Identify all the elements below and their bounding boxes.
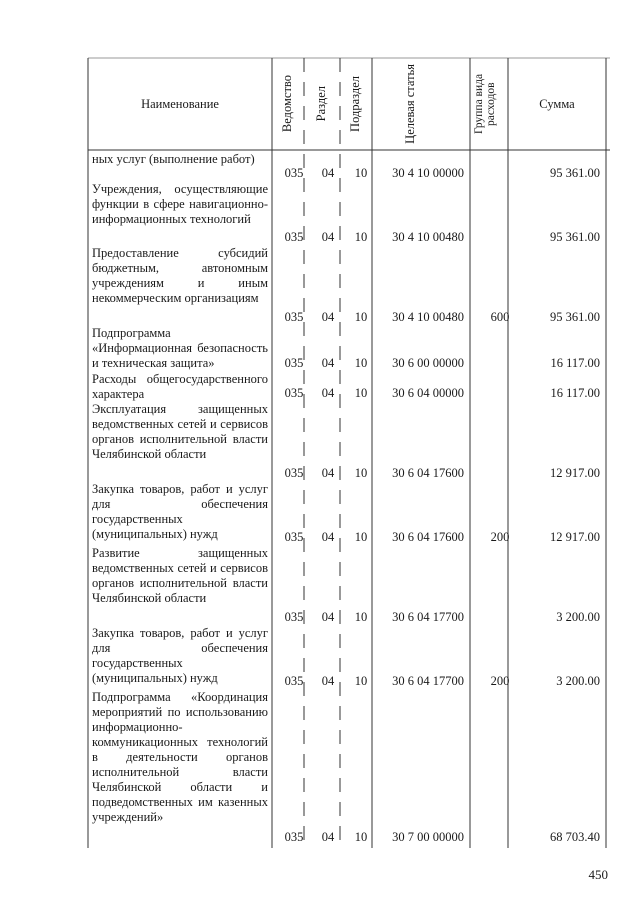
row-pod: 10 (354, 310, 368, 324)
header-gruppa-text: Группа вида расходов (473, 73, 498, 135)
table-row (88, 482, 608, 546)
row-pod: 10 (354, 356, 368, 370)
header-podrazdel (340, 60, 372, 148)
row-ved: 035 (284, 310, 304, 324)
row-sum: 16 117.00 (550, 386, 600, 400)
table-row (88, 326, 608, 372)
header-vedomstvo-text: Ведомство (280, 75, 295, 133)
row-grp: 600 (490, 310, 510, 324)
row-pod: 10 (354, 830, 368, 844)
table-row (88, 546, 608, 626)
row-raz: 04 (321, 830, 335, 844)
row-ved: 035 (284, 386, 304, 400)
header-summa-text: Сумма (539, 96, 575, 111)
row-name: Эксплуатация защищенных ведомственных сетей и сервисов органов исполнительной власти Челябинской области (92, 402, 268, 461)
row-pod: 10 (354, 610, 368, 624)
header-celevaya-text: Целевая статья (403, 64, 417, 144)
row-raz: 04 (321, 530, 335, 544)
row-ved: 035 (284, 830, 304, 844)
table-row (88, 182, 608, 246)
row-pod: 10 (354, 386, 368, 400)
row-cel: 30 6 04 00000 (392, 386, 464, 400)
row-cel: 30 6 04 17600 (392, 466, 464, 480)
row-cel: 30 6 04 17600 (392, 530, 464, 544)
table-row (88, 246, 608, 326)
row-ved: 035 (284, 674, 304, 688)
row-ved: 035 (284, 356, 304, 370)
row-sum: 16 117.00 (550, 356, 600, 370)
row-pod: 10 (354, 530, 368, 544)
row-name: Развитие защищенных ведомственных сетей и сервисов органов исполнительной власти Челябинской области (92, 546, 268, 605)
row-name: Закупка товаров, работ и услуг для обеспечения государственных (муниципальных) нужд (92, 482, 268, 541)
row-sum: 12 917.00 (550, 530, 600, 544)
row-cel: 30 4 10 00480 (392, 230, 464, 244)
row-name: Расходы общегосударственного характера (92, 372, 268, 401)
table-row (88, 152, 608, 182)
row-pod: 10 (354, 466, 368, 480)
header-celevaya (372, 60, 470, 148)
header-vedomstvo (272, 60, 304, 148)
page-number: 450 (588, 867, 608, 882)
row-cel: 30 6 00 00000 (392, 356, 464, 370)
row-name: Подпрограмма «Информационная безопасность и техническая защита» (92, 326, 268, 370)
row-sum: 3 200.00 (556, 674, 600, 688)
row-cel: 30 4 10 00480 (392, 310, 464, 324)
row-sum: 95 361.00 (550, 310, 600, 324)
row-ved: 035 (284, 166, 304, 180)
row-pod: 10 (354, 230, 368, 244)
row-ved: 035 (284, 610, 304, 624)
row-raz: 04 (321, 166, 335, 180)
header-gruppa (470, 60, 508, 148)
row-sum: 95 361.00 (550, 230, 600, 244)
row-raz: 04 (321, 230, 335, 244)
row-raz: 04 (321, 674, 335, 688)
row-name: ных услуг (выполнение работ) (92, 152, 255, 166)
row-ved: 035 (284, 466, 304, 480)
row-name: Предоставление субсидий бюджетным, автономным учреждениям и иным некоммерческим организациям (92, 246, 268, 305)
header-name-text: Наименование (141, 96, 219, 111)
row-raz: 04 (321, 386, 335, 400)
row-grp: 200 (490, 674, 510, 688)
header-razdel (304, 60, 340, 148)
header-podrazdel-text: Подраздел (348, 76, 363, 132)
row-cel: 30 6 04 17700 (392, 674, 464, 688)
table-row (88, 372, 608, 402)
row-pod: 10 (354, 674, 368, 688)
row-raz: 04 (321, 610, 335, 624)
row-grp: 200 (490, 530, 510, 544)
row-cel: 30 6 04 17700 (392, 610, 464, 624)
row-sum: 3 200.00 (556, 610, 600, 624)
row-name: Подпрограмма «Координация мероприятий по использованию информационно-коммуникационных технологий в деятельности органов исполнительной власти Челябинской области и подведомственных им казенных учреждений» (92, 690, 268, 824)
row-sum: 12 917.00 (550, 466, 600, 480)
header-name (88, 60, 272, 148)
row-sum: 95 361.00 (550, 166, 600, 180)
row-raz: 04 (321, 466, 335, 480)
header-razdel-text: Раздел (314, 86, 329, 122)
row-name: Учреждения, осуществляющие функции в сфере навигационно-информационных технологий (92, 182, 268, 226)
header-summa (508, 60, 606, 148)
row-raz: 04 (321, 310, 335, 324)
row-cel: 30 7 00 00000 (392, 830, 464, 844)
table-row (88, 690, 608, 846)
row-sum: 68 703.40 (550, 830, 600, 844)
table-row (88, 626, 608, 690)
row-name: Закупка товаров, работ и услуг для обеспечения государственных (муниципальных) нужд (92, 626, 268, 685)
row-raz: 04 (321, 356, 335, 370)
row-ved: 035 (284, 530, 304, 544)
row-ved: 035 (284, 230, 304, 244)
table-row (88, 402, 608, 482)
row-pod: 10 (354, 166, 368, 180)
row-cel: 30 4 10 00000 (392, 166, 464, 180)
